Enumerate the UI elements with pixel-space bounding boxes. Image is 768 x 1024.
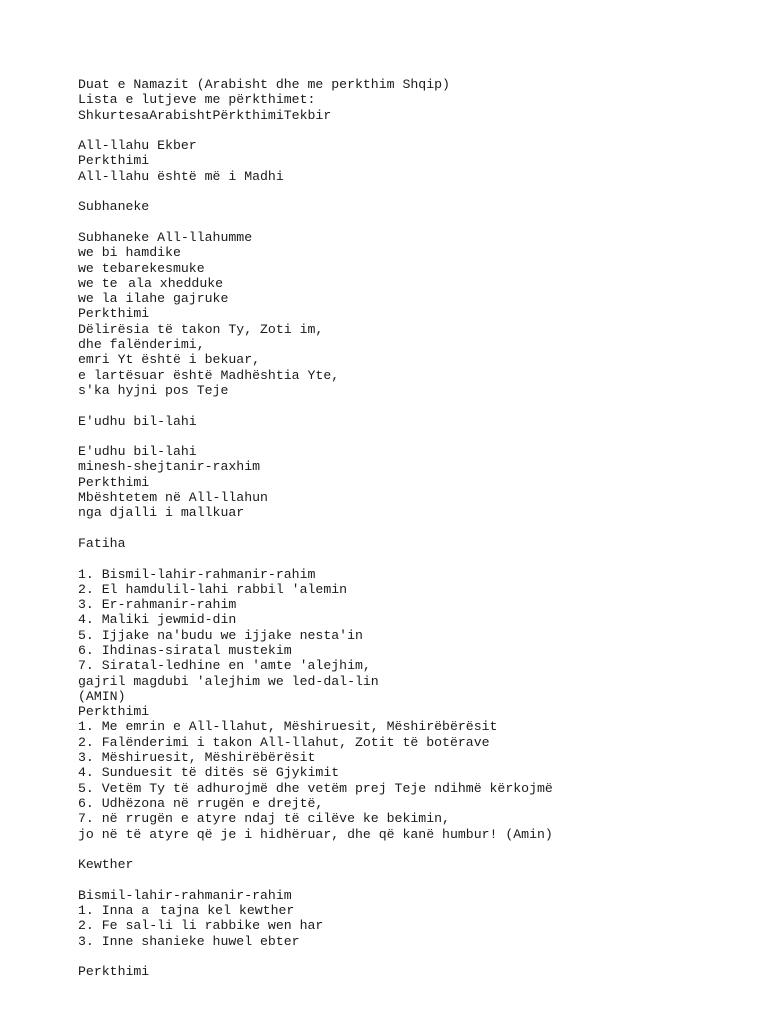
translation-line: 6. Udhëzona në rrugën e drejtë, bbox=[78, 795, 324, 811]
arabic-line: Bismil-lahir-rahmanir-rahim bbox=[78, 887, 292, 903]
section-subhaneke bbox=[78, 199, 748, 398]
spacer bbox=[78, 949, 748, 964]
translation-line: 5. Vetëm Ty të adhurojmë dhe vetëm prej Teje ndihmë kërkojmë bbox=[78, 780, 553, 796]
section-eudhu bbox=[78, 414, 748, 521]
arabic-line: 3. Er-rahmanir-rahim bbox=[78, 597, 237, 613]
arabic-line: minesh-shejtanir-raxhim bbox=[78, 459, 261, 475]
translation-line: Dëlirësia të takon Ty, Zoti im, bbox=[78, 321, 324, 337]
arabic-line: 1. Inna atajna kel kewther bbox=[78, 903, 295, 919]
arabic-line: we la ilahe gajruke bbox=[78, 291, 229, 307]
spacer bbox=[78, 872, 748, 887]
arabic-line: we tebarekesmuke bbox=[78, 260, 205, 276]
translation-line: 2. Falënderimi i takon All-llahut, Zotit të botërave bbox=[78, 734, 490, 750]
translation-line: 7. në rrugën e atyre ndaj të cilëve ke bekimin, bbox=[78, 811, 450, 827]
translation-line: nga djalli i mallkuar bbox=[78, 505, 245, 521]
arabic-line: 5. Ijjake na'budu we ijjake nesta'in bbox=[78, 627, 363, 643]
spacer bbox=[78, 123, 748, 138]
section-heading: E'udhu bil-lahi bbox=[78, 413, 197, 429]
arabic-line: (AMIN) bbox=[78, 688, 126, 704]
section-heading: Fatiha bbox=[78, 535, 126, 551]
spacer bbox=[78, 398, 748, 413]
translation-line: 1. Me emrin e All-llahut, Mëshiruesit, Mëshirëbërësit bbox=[78, 719, 498, 735]
arabic-line: 4. Maliki jewmid-din bbox=[78, 612, 237, 628]
spacer bbox=[78, 842, 748, 857]
translation-line: dhe falënderimi, bbox=[78, 337, 205, 353]
translation-line: 4. Sunduesit të ditës së Gjykimit bbox=[78, 765, 340, 781]
tekbir-arabic: All-llahu Ekber bbox=[78, 138, 197, 154]
spacer bbox=[78, 184, 748, 199]
section-heading: Kewther bbox=[78, 857, 134, 873]
arabic-line: 2. El hamdulil-lahi rabbil 'alemin bbox=[78, 581, 348, 597]
arabic-line: we teala xhedduke bbox=[78, 275, 224, 291]
spacer bbox=[78, 429, 748, 444]
spacer bbox=[78, 551, 748, 566]
arabic-line: E'udhu bil-lahi bbox=[78, 444, 197, 460]
translation-line: e lartësuar është Madhështia Yte, bbox=[78, 367, 340, 383]
spacer bbox=[78, 215, 748, 230]
arabic-line: gajril magdubi 'alejhim we led-dal-lin bbox=[78, 673, 379, 689]
tekbir-translation: All-llahu është më i Madhi bbox=[78, 168, 284, 184]
arabic-line: 6. Ihdinas-siratal mustekim bbox=[78, 642, 292, 658]
arabic-line: 2. Fe sal-li li rabbike wen har bbox=[78, 918, 324, 934]
arabic-line: 1. Bismil-lahir-rahmanir-rahim bbox=[78, 566, 316, 582]
translation-line: emri Yt është i bekuar, bbox=[78, 352, 261, 368]
section-fatiha bbox=[78, 536, 748, 842]
list-subtitle: Lista e lutjeve me përkthimet: bbox=[78, 92, 316, 108]
section-heading: Subhaneke bbox=[78, 199, 150, 215]
arabic-line: we bi hamdike bbox=[78, 245, 181, 261]
section-kewther bbox=[78, 857, 748, 979]
translation-label: Perkthimi bbox=[78, 474, 150, 490]
translation-line: s'ka hyjni pos Teje bbox=[78, 382, 229, 398]
document-title: Duat e Namazit (Arabisht dhe me perkthim Shqip) bbox=[78, 77, 450, 92]
translation-line: Mbështetem në All-llahun bbox=[78, 490, 268, 506]
document-page bbox=[78, 77, 748, 980]
translation-label: Perkthimi bbox=[78, 153, 150, 169]
column-headers: ShkurtesaArabishtPërkthimiTekbir bbox=[78, 107, 332, 123]
arabic-line: Subhaneke All-llahumme bbox=[78, 229, 253, 245]
translation-line: 3. Mëshiruesit, Mëshirëbërësit bbox=[78, 750, 316, 766]
section-tekbir bbox=[78, 138, 748, 184]
translation-line: jo në të atyre që je i hidhëruar, dhe që kanë humbur! (Amin) bbox=[78, 826, 553, 842]
spacer bbox=[78, 521, 748, 536]
translation-label: Perkthimi bbox=[78, 306, 150, 322]
arabic-line: 3. Inne shanieke huwel ebter bbox=[78, 933, 300, 949]
translation-label: Perkthimi bbox=[78, 964, 150, 980]
arabic-line: 7. Siratal-ledhine en 'amte 'alejhim, bbox=[78, 658, 371, 674]
translation-label: Perkthimi bbox=[78, 704, 150, 720]
